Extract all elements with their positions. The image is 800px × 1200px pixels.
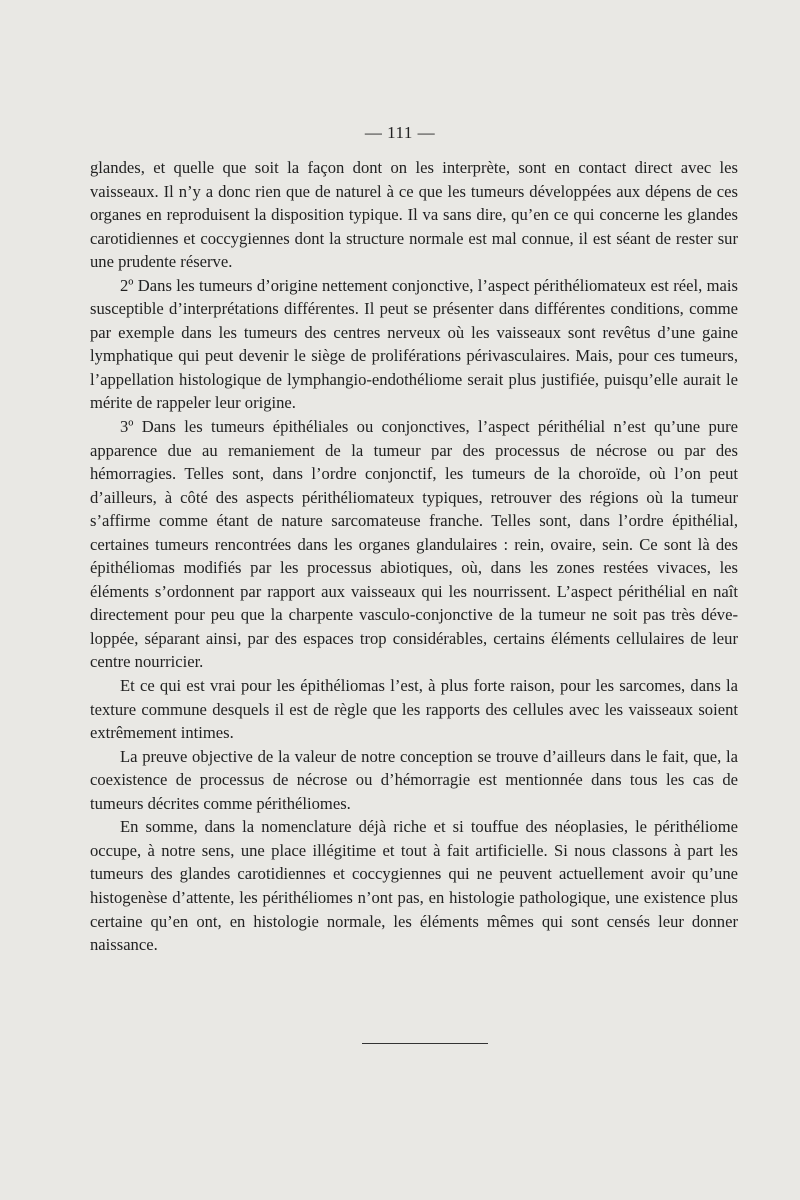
paragraph-4: Et ce qui est vrai pour les épithéliomas l’est, à plus forte raison, pour les sarcomes, dans la texture commune desquels il est de règle que les rapports des cellules avec les vaisseaux soient extrêmement intimes.: [90, 676, 738, 743]
end-rule: [362, 1043, 488, 1044]
paragraph-2: 2º Dans les tumeurs d’origine nettement conjonctive, l’aspect périthéliomateux est réel, mais susceptible d’interprétations différentes. Il peut se présenter dans différentes conditions, comme par exemple dans les tumeurs des centres nerveux où les vaisseaux sont revêtus d’une gaine lymphatique qui peut devenir le siège de proliférations périvasculaires. Mais, pour ces tumeurs, l’appellation histologique de lymphangio-endothéliome serait plus justifiée, puisqu’elle aurait le mérite de rappeler leur origine.: [90, 275, 738, 413]
paragraph-1: glandes, et quelle que soit la façon dont on les interprète, sont en contact direct avec les vaisseaux. Il n’y a donc rien que de naturel à ce que les tumeurs développées aux dépens de ces organes en reproduisent la disposition typique. Il va sans dire, qu’en ce qui concerne les glandes carotidiennes et coccygiennes dont la structure normale est mal connue, il est séant de rester sur une prudente réserve.: [90, 158, 738, 272]
page-number: — 111 —: [364, 123, 436, 142]
paragraph-3: 3º Dans les tumeurs épithéliales ou conjonctives, l’aspect périthélial n’est qu’une pure apparence due au remaniement de la tumeur par des processus de nécrose ou par des hémorragies. Telles sont, dans l’ordre conjonctif, les tumeurs de la choroïde, où l’on peut d’ailleurs, à côté des aspects périthéliomateux typiques, retrouver des régions où la tumeur s’affirme comme étant de nature sarcomateuse franche. Telles sont, dans l’ordre épithélial, certaines tumeurs rencontrées dans les organes glandulaires : rein, ovaire, sein. Ce sont là des épithéliomas modifiés par les processus abiotiques, où, dans les zones restées vivaces, les éléments s’ordonnent par rapport aux vaisseaux qui les nourrissent. L’aspect périthélial en naît directement pour peu que la charpente vasculo-conjonctive de la tumeur ne soit pas très développée, séparant ainsi, par des espaces trop considérables, certains éléments cellulaires de leur centre nourricier.: [90, 417, 738, 672]
paragraph-5: La preuve objective de la valeur de notre conception se trouve d’ailleurs dans le fait, que, la coexistence de processus de nécrose ou d’hémorragie est mentionnée dans tous les cas de tumeurs décrites comme périthéliomes.: [90, 746, 738, 813]
paragraph-6: En somme, dans la nomenclature déjà riche et si touffue des néoplasies, le périthéliome occupe, à notre sens, une place illégitime et tout à fait artificielle. Si nous classons à part les tumeurs des glandes carotidiennes et coccygiennes qui ne peuvent actuellement avoir qu’une histogenèse d’attente, les périthéliomes n’ont pas, en histologie pathologique, une existence plus certaine qu’en ont, en histologie normale, les éléments mêmes qui sont censés leur donner naissance.: [90, 817, 738, 955]
body-text: [90, 156, 738, 957]
